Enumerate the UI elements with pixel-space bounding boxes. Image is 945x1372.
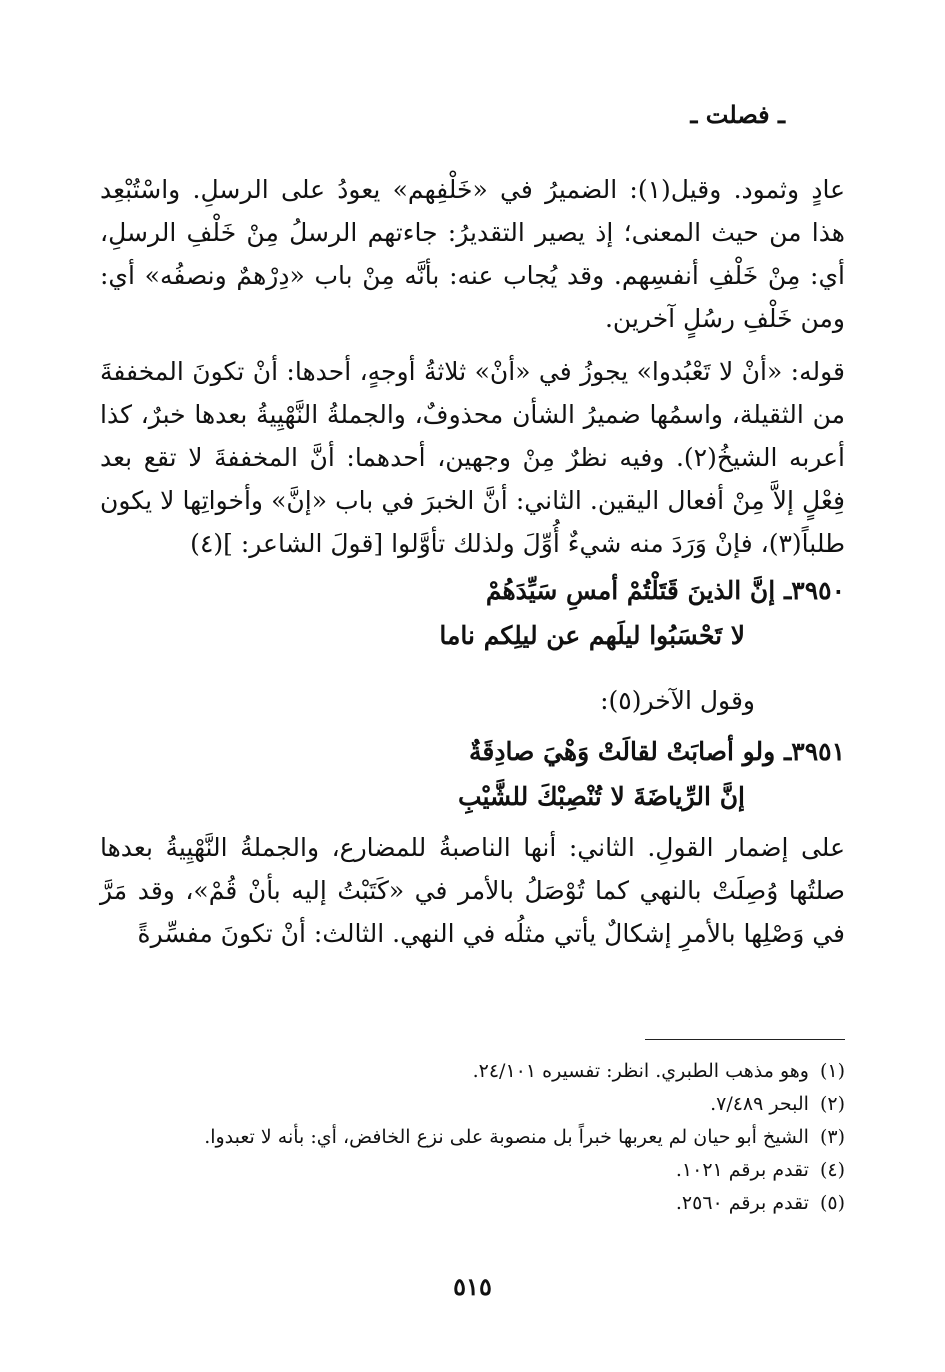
footnote-number: (٢) <box>819 1093 845 1115</box>
page-number: ٥١٥ <box>453 1272 492 1301</box>
footnote-text: البحر ٧/٤٨٩. <box>710 1093 809 1115</box>
verse-intro: وقول الآخر(٥): <box>600 686 755 715</box>
verse-3951 <box>100 730 845 826</box>
verse-3951-first-hemistich <box>469 730 845 773</box>
paragraph-3: على إضمار القولِ. الثاني: أنها الناصبةُ للمضارع، والجملةُ النَّهْيِيةُ بعدها صلتُها وُصِلَتْ بالنهي كما تُوْصَلُ بالأمر في «كَتَبْتُ إليه بأنْ قُمْ»، وقد مَرَّ في وَصْلِها بالأمرِ إشكالٌ يأتي مثلُه في النهي. الثالث: أنْ تكونَ مفسِّرةً <box>100 833 845 948</box>
footnote-4 <box>100 1154 845 1187</box>
footnotes <box>100 1055 845 1220</box>
footnote-text: وهو مذهب الطبري. انظر: تفسيره ٢٤/١٠١. <box>472 1060 809 1082</box>
running-header: ـ فصلت ـ <box>690 100 785 129</box>
verse-number: ٣٩٥٠ـ <box>783 576 845 605</box>
footnote-1 <box>100 1055 845 1088</box>
verse-3950 <box>100 569 845 665</box>
footnote-number: (١) <box>819 1060 845 1082</box>
verse-3950-second-hemistich: لا تَحْسَبُوا ليلَهم عن ليلِكم ناما <box>439 621 745 650</box>
verse-line: ولو أصابَتْ لقالَتْ وَهْيَ صادِقَةٌ <box>469 737 776 766</box>
footnote-3 <box>100 1121 845 1154</box>
footnote-5 <box>100 1187 845 1220</box>
verse-number: ٣٩٥١ـ <box>783 737 845 766</box>
footnote-divider <box>645 1039 845 1040</box>
footnote-text: تقدم برقم ١٠٢١. <box>675 1159 809 1181</box>
footnote-2 <box>100 1088 845 1121</box>
footnote-text: الشيخ أبو حيان لم يعربها خبراً بل منصوبة على نزع الخافض، أي: بأنه لا تعبدوا. <box>204 1126 809 1148</box>
main-text <box>100 168 845 955</box>
paragraph-1: عادٍ وثمود. وقيل(١): الضميرُ في «خَلْفِهم» يعودُ على الرسلِ. واسْتُبْعِد هذا من حيث المعنى؛ إذ يصير التقديرُ: جاءتهم الرسلُ مِنْ خَلْفِ الرسلِ، أي: مِنْ خَلْفِ أنفسِهم. وقد يُجاب عنه: بأنَّه مِنْ باب «دِرْهمٌ ونصفُه» أي: ومن خَلْفِ رسُلٍ آخرين. <box>100 175 846 333</box>
verse-3951-second-hemistich: إنَّ الرِّياضَةَ لا تُنْصِبْكَ للشَّيْبِ <box>457 782 745 811</box>
footnote-number: (٥) <box>819 1192 845 1214</box>
paragraph-2: قوله: «أنْ لا تَعْبُدوا» يجوزُ في «أنْ» ثلاثةُ أوجهٍ، أحدها: أنْ تكونَ المخففةَ من الثقيلة، واسمُها ضميرُ الشأن محذوفٌ، والجملةُ النَّهْيِيةُ بعدها خبرٌ، كذا أعربه الشيخُ(٢). وفيه نظرٌ مِنْ وجهين، أحدهما: أنَّ المخففةَ لا تقع بعد فِعْلٍ إلاَّ مِنْ أفعال اليقين. الثاني: أنَّ الخبرَ في باب «إنَّ» وأخواتِها لا يكون طلباً(٣)، فإنْ وَرَدَ منه شيءٌ أُوِّلَ ولذلك تأوَّلوا [قولَ الشاعر: ](٤) <box>100 357 846 558</box>
footnote-number: (٣) <box>819 1126 845 1148</box>
footnote-number: (٤) <box>819 1159 845 1181</box>
footnote-text: تقدم برقم ٢٥٦٠. <box>675 1192 809 1214</box>
verse-3950-first-hemistich <box>486 569 845 612</box>
verse-line: إنَّ الذينَ قَتَلْتُمْ أمسِ سَيِّدَهُمْ <box>485 576 776 605</box>
